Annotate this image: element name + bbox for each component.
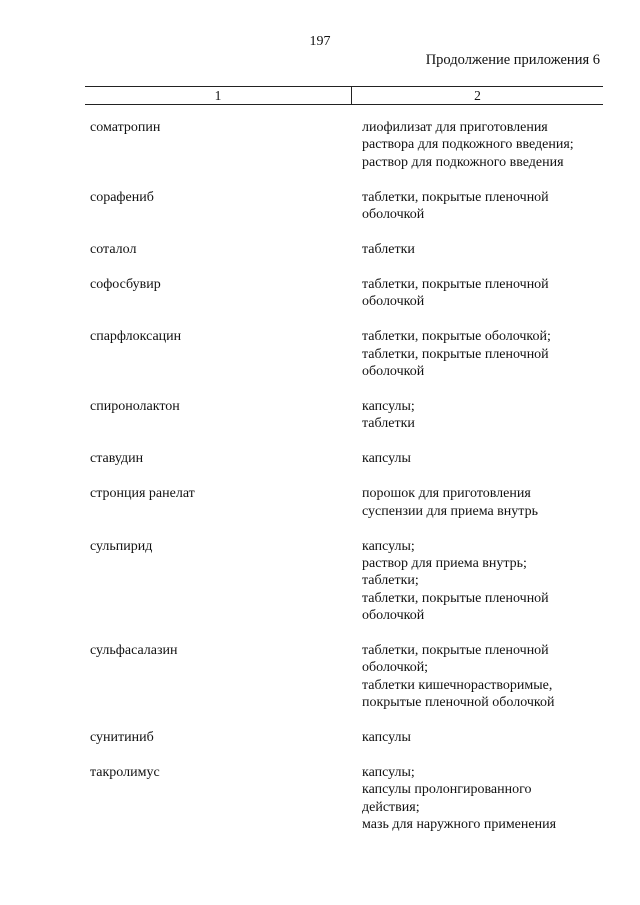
table-row [90, 119, 610, 171]
table-row [90, 764, 610, 834]
dosage-form-line: капсулы [362, 730, 411, 746]
dosage-form-line: таблетки, покрытые пленочной [362, 189, 549, 205]
drug-name: сульфасалазин [90, 643, 178, 659]
drug-name: соталол [90, 242, 137, 258]
dosage-form-line: суспензии для приема внутрь [362, 503, 538, 519]
dosage-forms [362, 729, 610, 746]
table-row [90, 485, 610, 520]
dosage-form-line: таблетки; [362, 573, 419, 589]
table-row [90, 189, 610, 224]
dosage-form-line: капсулы пролонгированного [362, 782, 532, 798]
dosage-form-line: оболочкой; [362, 660, 429, 676]
dosage-form-line: покрытые пленочной оболочкой [362, 695, 555, 711]
drug-name: сульпирид [90, 538, 153, 554]
dosage-forms [362, 328, 610, 380]
dosage-form-line: капсулы; [362, 765, 415, 781]
drug-name: софосбувир [90, 276, 161, 292]
dosage-forms [362, 119, 610, 171]
drug-name: спиронолактон [90, 398, 180, 414]
dosage-forms [362, 485, 610, 520]
dosage-form-line: таблетки [362, 242, 415, 258]
dosage-form-line: оболочкой [362, 608, 425, 624]
table-row [90, 642, 610, 712]
dosage-form-line: мазь для наружного применения [362, 817, 557, 833]
dosage-form-line: таблетки, покрытые пленочной [362, 590, 549, 606]
dosage-form-line: капсулы; [362, 538, 415, 554]
dosage-form-line: таблетки, покрытые пленочной [362, 276, 549, 292]
dosage-form-line: таблетки, покрытые оболочкой; [362, 329, 551, 345]
dosage-form-line: оболочкой [362, 294, 425, 310]
dosage-forms [362, 450, 610, 467]
column-1-header: 1 [85, 87, 352, 104]
dosage-form-line: оболочкой [362, 207, 425, 223]
table-row [90, 450, 610, 467]
dosage-form-line: оболочкой [362, 364, 425, 380]
dosage-form-line: раствор для приема внутрь; [362, 555, 527, 571]
dosage-form-line: раствор для подкожного введения [362, 154, 564, 170]
drug-name: стронция ранелат [90, 486, 195, 502]
drug-name: ставудин [90, 451, 144, 467]
dosage-forms [362, 276, 610, 311]
drug-name: такролимус [90, 765, 160, 781]
dosage-forms [362, 189, 610, 224]
table-row [90, 398, 610, 433]
dosage-form-line: таблетки, покрытые пленочной [362, 643, 549, 659]
dosage-forms [362, 398, 610, 433]
dosage-form-line: порошок для приготовления [362, 486, 531, 502]
dosage-forms [362, 642, 610, 712]
dosage-form-line: действия; [362, 799, 420, 815]
dosage-forms [362, 241, 610, 258]
dosage-forms [362, 538, 610, 625]
dosage-form-line: лиофилизат для приготовления [362, 120, 548, 135]
column-2-header: 2 [474, 88, 481, 103]
table-row [90, 328, 610, 380]
table-row [90, 729, 610, 746]
table-header [85, 86, 603, 105]
table-row [90, 538, 610, 625]
drug-name: сунитиниб [90, 730, 154, 746]
page-number: 197 [309, 34, 331, 49]
drug-name: сорафениб [90, 189, 154, 205]
dosage-form-line: капсулы [362, 451, 411, 467]
continuation-label: Продолжение приложения 6 [425, 52, 600, 68]
table-row [90, 276, 610, 311]
drug-table-body [90, 119, 610, 834]
dosage-form-line: раствора для подкожного введения; [362, 137, 574, 153]
dosage-form-line: таблетки, покрытые пленочной [362, 346, 549, 362]
drug-name: спарфлоксацин [90, 329, 182, 345]
drug-name: соматропин [90, 120, 161, 135]
table-row [90, 241, 610, 258]
dosage-form-line: таблетки кишечнорастворимые, [362, 677, 553, 693]
dosage-forms [362, 764, 610, 834]
dosage-form-line: таблетки [362, 416, 415, 432]
dosage-form-line: капсулы; [362, 398, 415, 414]
